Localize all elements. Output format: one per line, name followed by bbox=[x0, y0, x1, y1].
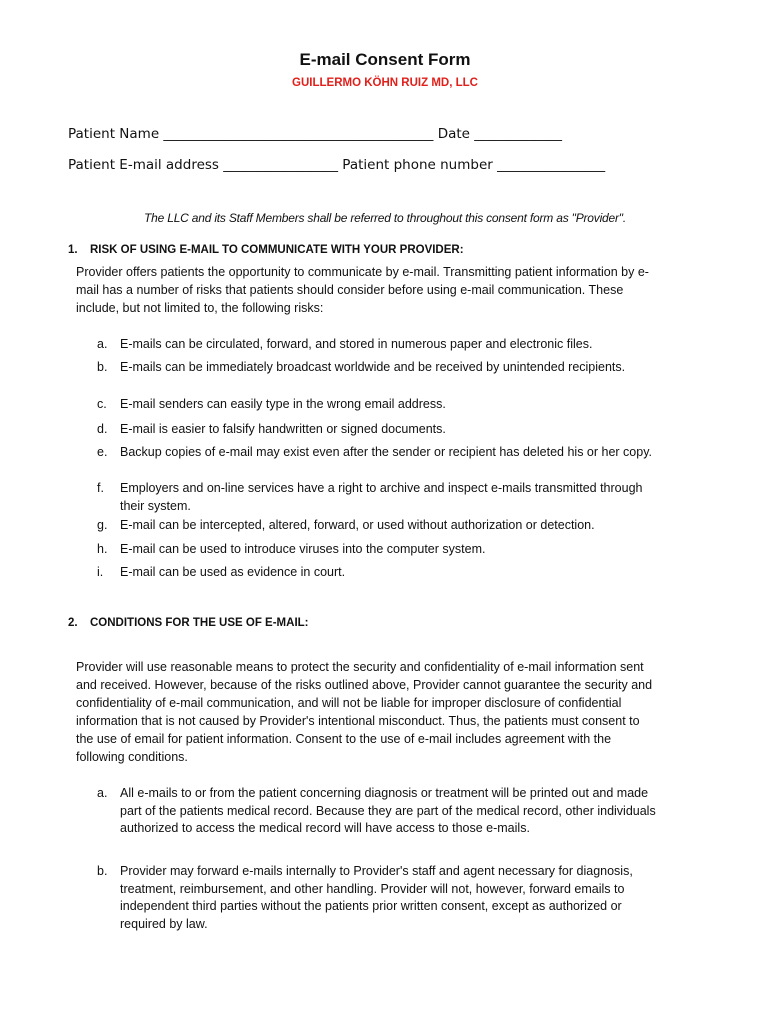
list-marker: d. bbox=[97, 422, 108, 436]
list-item bbox=[97, 863, 657, 933]
list-marker: b. bbox=[97, 864, 108, 878]
list-item bbox=[97, 480, 657, 515]
patient-name-date-text: Patient Name ________________________________________ Date _____________ bbox=[68, 126, 563, 142]
list-item bbox=[97, 444, 657, 462]
list-item-text: E-mails can be circulated, forward, and stored in numerous paper and electronic files. bbox=[120, 337, 593, 351]
list-item-text: Employers and on-line services have a right to archive and inspect e-mails transmitted through their system. bbox=[120, 481, 643, 513]
section-2-title: CONDITIONS FOR THE USE OF E-MAIL: bbox=[90, 617, 309, 629]
list-item-text: All e-mails to or from the patient concerning diagnosis or treatment will be printed out and made part of the patients medical record. Because they are part of the medical record, other individuals authorized to access the medical record will have access to those e-mails. bbox=[120, 786, 656, 835]
list-item bbox=[97, 396, 657, 414]
list-item bbox=[97, 541, 657, 559]
list-marker: e. bbox=[97, 445, 108, 459]
section-2-number: 2. bbox=[68, 617, 78, 629]
list-item bbox=[97, 359, 657, 377]
section-1-paragraph: Provider offers patients the opportunity to communicate by e-mail. Transmitting patient information by e-mail has a number of risks that patients should consider before using e-mail communication. These include, but not limited to, the following risks: bbox=[76, 265, 649, 315]
list-item-text: E-mail can be used to introduce viruses into the computer system. bbox=[120, 542, 486, 556]
list-item bbox=[97, 564, 657, 582]
section-1-title: RISK OF USING E-MAIL TO COMMUNICATE WITH YOUR PROVIDER: bbox=[90, 244, 464, 256]
section-2-heading bbox=[68, 617, 309, 629]
list-marker: c. bbox=[97, 397, 107, 411]
list-marker: f. bbox=[97, 481, 104, 495]
form-title: E-mail Consent Form bbox=[299, 50, 471, 69]
list-item-text: E-mail senders can easily type in the wrong email address. bbox=[120, 397, 446, 411]
section-1-heading bbox=[68, 244, 464, 256]
section-2-paragraph: Provider will use reasonable means to protect the security and confidentiality of e-mail information sent and received. However, because of the risks outlined above, Provider cannot guarantee the security and confidentiality of e-mail communication, and will not be liable for improper disclosure of confidential information that is not caused by Provider's intentional misconduct. Thus, the patients must consent to the use of email for patient information. Consent to the use of e-mail includes agreement with the following conditions. bbox=[76, 660, 653, 764]
list-item bbox=[97, 421, 657, 439]
list-marker: g. bbox=[97, 518, 108, 532]
patient-email-phone-text: Patient E-mail address _________________ Patient phone number ________________ bbox=[68, 157, 606, 173]
list-item bbox=[97, 336, 657, 354]
list-item-text: Backup copies of e-mail may exist even after the sender or recipient has deleted his or her copy. bbox=[120, 445, 652, 459]
list-item bbox=[97, 517, 657, 535]
list-marker: a. bbox=[97, 786, 108, 800]
section-1-number: 1. bbox=[68, 244, 78, 256]
list-item-text: E-mails can be immediately broadcast worldwide and be received by unintended recipients. bbox=[120, 360, 626, 374]
list-marker: h. bbox=[97, 542, 108, 556]
list-item bbox=[97, 785, 657, 838]
list-marker: b. bbox=[97, 360, 108, 374]
list-marker: i. bbox=[97, 565, 104, 579]
list-item-text: E-mail is easier to falsify handwritten or signed documents. bbox=[120, 422, 446, 436]
list-marker: a. bbox=[97, 337, 108, 351]
practice-name: GUILLERMO KÖHN RUIZ MD, LLC bbox=[292, 77, 478, 89]
list-item-text: Provider may forward e-mails internally to Provider's staff and agent necessary for diagnosis, treatment, reimbursement, and other handling. Provider will not, however, forward emails to independent third parties without the patients prior written consent, except as authorized or required by law. bbox=[120, 864, 633, 931]
list-item-text: E-mail can be used as evidence in court. bbox=[120, 565, 346, 579]
patient-name-date-line bbox=[68, 126, 562, 142]
list-item-text: E-mail can be intercepted, altered, forward, or used without authorization or detection. bbox=[120, 518, 595, 532]
patient-email-phone-line bbox=[68, 157, 605, 173]
provider-definition-note: The LLC and its Staff Members shall be referred to throughout this consent form as "Provider". bbox=[144, 211, 626, 225]
